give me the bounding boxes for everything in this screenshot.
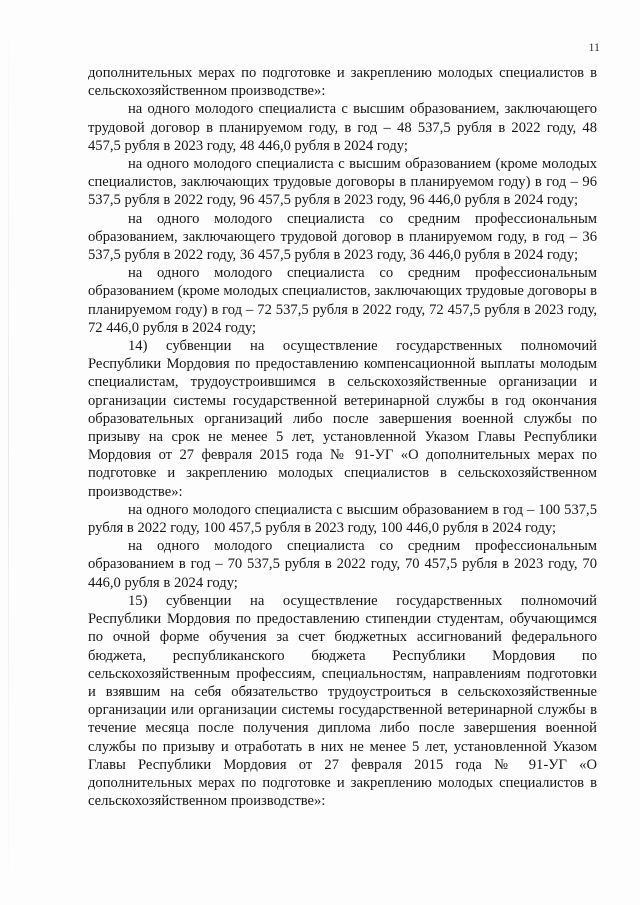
paragraph-item-15: 15) субвенции на осуществление государственных полномочий Республики Мордовия по предоставлению стипендии студентам, обучающимся по очной форме обучения за счет бюджетных ассигнований федерального бюджета, республиканского бюджета Республики Мордовия по сельскохозяйственным профессиям, специальностям, направлениям подготовки и взявшим на себя обязательство трудоустроиться в сельскохозяйственные организации или организации системы государственной ветеринарной службы в течение месяца после получения диплома либо после завершения военной службы по призыву и отработать в них не менее 5 лет, установленной Указом Главы Республики Мордовия от 27 февраля 2015 года № 91-УГ «О дополнительных мерах по подготовке и закреплению молодых специалистов в сельскохозяйственном производстве»: <box>88 592 597 810</box>
paragraph-higher-education-new-contract: на одного молодого специалиста с высшим образованием, заключающего трудовой договор в планируемом году, в год – 48 537,5 рубля в 2022 году, 48 457,5 рубля в 2023 году, 48 446,0 рубля в 2024 году; <box>88 101 597 154</box>
paragraph-item-14: 14) субвенции на осуществление государственных полномочий Республики Мордовия по предоставлению компенсационной выплаты молодым специалистам, трудоустроившимся в сельскохозяйственные организации и организации системы государственной ветеринарной службы в год окончания образовательных организаций либо после завершения военной службы по призыву на срок не менее 5 лет, установленной Указом Главы Республики Мордовия от 27 февраля 2015 года № 91-УГ «О дополнительных мерах по подготовке и закреплению молодых специалистов в сельскохозяйственном производстве»: <box>88 338 597 500</box>
paragraph-item-14-higher: на одного молодого специалиста с высшим образованием в год – 100 537,5 рубля в 2022 году, 100 457,5 рубля в 2023 году, 100 446,0 рубля в 2024 году; <box>88 501 597 537</box>
page-number: 11 <box>588 40 600 54</box>
paragraph-continuation: дополнительных мерах по подготовке и закреплению молодых специалистов в сельскохозяйственном производстве»: <box>88 65 597 100</box>
paragraph-item-14-secondary: на одного молодого специалиста со средним профессиональным образованием в год – 70 537,5 рубля в 2022 году, 70 457,5 рубля в 2023 году, 70 446,0 рубля в 2024 году; <box>88 538 597 591</box>
paragraph-secondary-education-other: на одного молодого специалиста со средним профессиональным образованием (кроме молодых специалистов, заключающих трудовые договоры в планируемом году) в год – 72 537,5 рубля в 2022 году, 72 457,5 рубля в 2023 году, 72 446,0 рубля в 2024 году; <box>88 265 597 336</box>
document-body <box>88 64 597 810</box>
paragraph-higher-education-other: на одного молодого специалиста с высшим образованием (кроме молодых специалистов, заключающих трудовые договоры в планируемом году) в год – 96 537,5 рубля в 2022 году, 96 457,5 рубля в 2023 году, 96 446,0 рубля в 2024 году; <box>88 156 597 209</box>
scan-edge-shadow <box>8 0 9 905</box>
paragraph-secondary-education-new-contract: на одного молодого специалиста со средним профессиональным образованием, заключающего трудовой договор в планируемом году, в год – 36 537,5 рубля в 2022 году, 36 457,5 рубля в 2023 году, 36 446,0 рубля в 2024 году; <box>88 210 597 264</box>
